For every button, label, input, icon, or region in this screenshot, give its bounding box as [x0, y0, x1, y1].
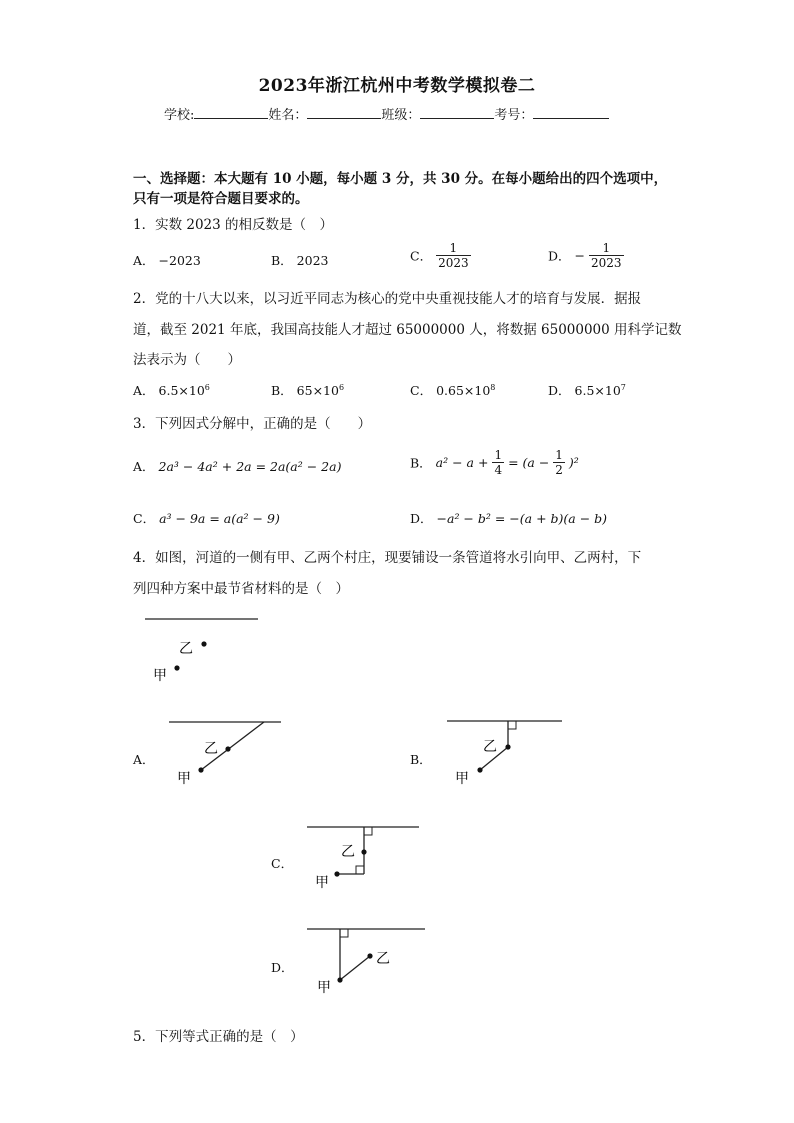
q3-option-a[interactable]	[133, 457, 341, 475]
option-label: B．	[271, 383, 293, 398]
q4-option-c-figure[interactable]	[303, 818, 428, 898]
q1-option-d[interactable]	[548, 241, 624, 270]
name-blank[interactable]	[307, 106, 381, 119]
denominator: 2023	[590, 256, 622, 270]
q1-option-b[interactable]	[271, 251, 328, 269]
q4-option-c-label[interactable]: C．	[271, 856, 294, 871]
option-expression: 2a³ − 4a² + 2a = 2a(a² − 2a)	[158, 459, 342, 474]
fraction	[589, 241, 624, 270]
class-blank[interactable]	[420, 106, 494, 119]
option-label: D．	[548, 383, 571, 398]
q1-option-a[interactable]	[133, 251, 201, 269]
village-jia-point	[337, 977, 342, 982]
village-yi-point	[505, 744, 510, 749]
option-label: D．	[410, 511, 433, 526]
village-yi-label: 乙	[376, 951, 390, 967]
expression-part: = (a −	[508, 455, 550, 470]
q3-option-d[interactable]	[410, 509, 607, 527]
number-blank[interactable]	[533, 106, 609, 119]
page-title: 2023年浙江杭州中考数学模拟卷二	[258, 76, 536, 96]
numerator: 1	[589, 241, 624, 256]
option-value: 6.5×10	[574, 383, 621, 398]
village-jia-point	[334, 871, 339, 876]
minus-sign: −	[574, 248, 585, 263]
option-value: 65×10	[296, 383, 339, 398]
exponent: 6	[204, 382, 210, 392]
q5-stem: 5．下列等式正确的是（ ）	[133, 1029, 304, 1045]
option-expression: −a² − b² = −(a + b)(a − b)	[436, 511, 608, 526]
option-expression: a³ − 9a = a(a² − 9)	[159, 511, 280, 526]
village-yi-point	[367, 953, 372, 958]
right-angle-mark	[340, 929, 348, 937]
q3-option-b[interactable]	[410, 448, 579, 477]
option-label: B．	[410, 455, 432, 471]
village-jia-point	[477, 767, 482, 772]
q4-stem-line1: 4．如图，河道的一侧有甲、乙两个村庄，现要铺设一条管道将水引向甲、乙两村，下	[133, 550, 642, 566]
class-label: 班级：	[381, 108, 421, 123]
section-heading-line2: 只有一项是符合题目要求的。	[133, 191, 309, 207]
exponent: 8	[490, 382, 496, 392]
numerator: 1	[436, 241, 471, 256]
pipe-line	[340, 956, 370, 980]
village-yi-label: 乙	[341, 844, 355, 860]
right-angle-mark	[356, 866, 364, 874]
q4-stem-line2: 列四种方案中最节省材料的是（ ）	[133, 581, 349, 597]
numerator: 1	[555, 448, 563, 462]
denominator: 2023	[438, 256, 469, 270]
fraction	[436, 241, 471, 270]
q4-option-b-figure[interactable]	[443, 712, 568, 792]
fraction	[553, 448, 565, 477]
school-label: 学校:	[164, 108, 195, 123]
option-label: A．	[133, 459, 155, 474]
q2-option-c[interactable]	[410, 381, 495, 399]
option-value: 6.5×10	[158, 383, 205, 398]
q1-stem: 1．实数 2023 的相反数是（ ）	[133, 217, 334, 233]
school-blank[interactable]	[194, 106, 268, 119]
village-yi-point	[225, 746, 230, 751]
denominator: 2	[555, 463, 563, 477]
village-jia-label: 甲	[317, 980, 331, 996]
denominator: 4	[494, 463, 503, 477]
village-yi-label: 乙	[204, 741, 218, 757]
q2-option-b[interactable]	[271, 381, 344, 399]
option-label: C．	[410, 383, 433, 398]
q2-stem-line1: 2．党的十八大以来，以习近平同志为核心的党中央重视技能人才的培育与发展．据报	[133, 291, 642, 307]
expression-part: )²	[568, 455, 579, 470]
village-yi-point	[361, 849, 366, 854]
right-angle-mark	[364, 827, 372, 835]
q2-stem-line2: 道，截至 2021 年底，我国高技能人才超过 65000000 人，将数据 65000000 用科学记数	[133, 322, 682, 338]
village-jia-label: 甲	[315, 875, 329, 891]
q3-stem: 3．下列因式分解中，正确的是（ ）	[133, 416, 372, 432]
village-yi-point	[201, 641, 206, 646]
option-label: C．	[410, 248, 433, 264]
q2-option-a[interactable]	[133, 381, 210, 399]
exponent: 6	[338, 382, 345, 392]
section-heading-line1: 一、选择题：本大题有 10 小题，每小题 3 分，共 30 分。在每小题给出的四个选项中，	[133, 171, 668, 187]
expression-part: a² − a +	[435, 455, 489, 470]
option-label: D．	[548, 248, 571, 264]
number-label: 考号：	[494, 108, 534, 123]
fraction	[492, 448, 504, 477]
q4-option-d-figure[interactable]	[303, 920, 433, 1000]
option-value: 0.65×10	[436, 383, 491, 398]
q2-stem-line3: 法表示为（ ）	[133, 352, 241, 368]
option-label: B．	[271, 253, 293, 268]
village-yi-label: 乙	[483, 739, 497, 755]
option-label: C．	[133, 511, 156, 526]
q4-option-b-label[interactable]: B．	[410, 752, 432, 767]
q2-option-d[interactable]	[548, 381, 626, 399]
numerator: 1	[494, 448, 503, 462]
village-jia-label: 甲	[153, 668, 167, 684]
q4-option-d-label[interactable]: D．	[271, 960, 294, 975]
q4-main-figure	[140, 610, 270, 690]
q1-option-c[interactable]	[410, 241, 471, 270]
option-value: 2023	[296, 253, 329, 268]
right-angle-mark	[508, 721, 516, 729]
village-jia-point	[174, 665, 179, 670]
option-label: A．	[133, 253, 155, 268]
q4-option-a-label[interactable]: A．	[133, 752, 155, 767]
option-value: −2023	[158, 253, 201, 268]
q3-option-c[interactable]	[133, 509, 280, 527]
exponent: 7	[620, 382, 626, 392]
option-label: A．	[133, 383, 155, 398]
q4-option-a-figure[interactable]	[165, 712, 290, 792]
name-label: 姓名：	[268, 108, 308, 123]
village-jia-label: 甲	[177, 771, 191, 787]
village-jia-point	[198, 767, 203, 772]
village-yi-label: 乙	[179, 641, 193, 657]
village-jia-label: 甲	[455, 771, 469, 787]
student-info-line	[164, 104, 609, 123]
